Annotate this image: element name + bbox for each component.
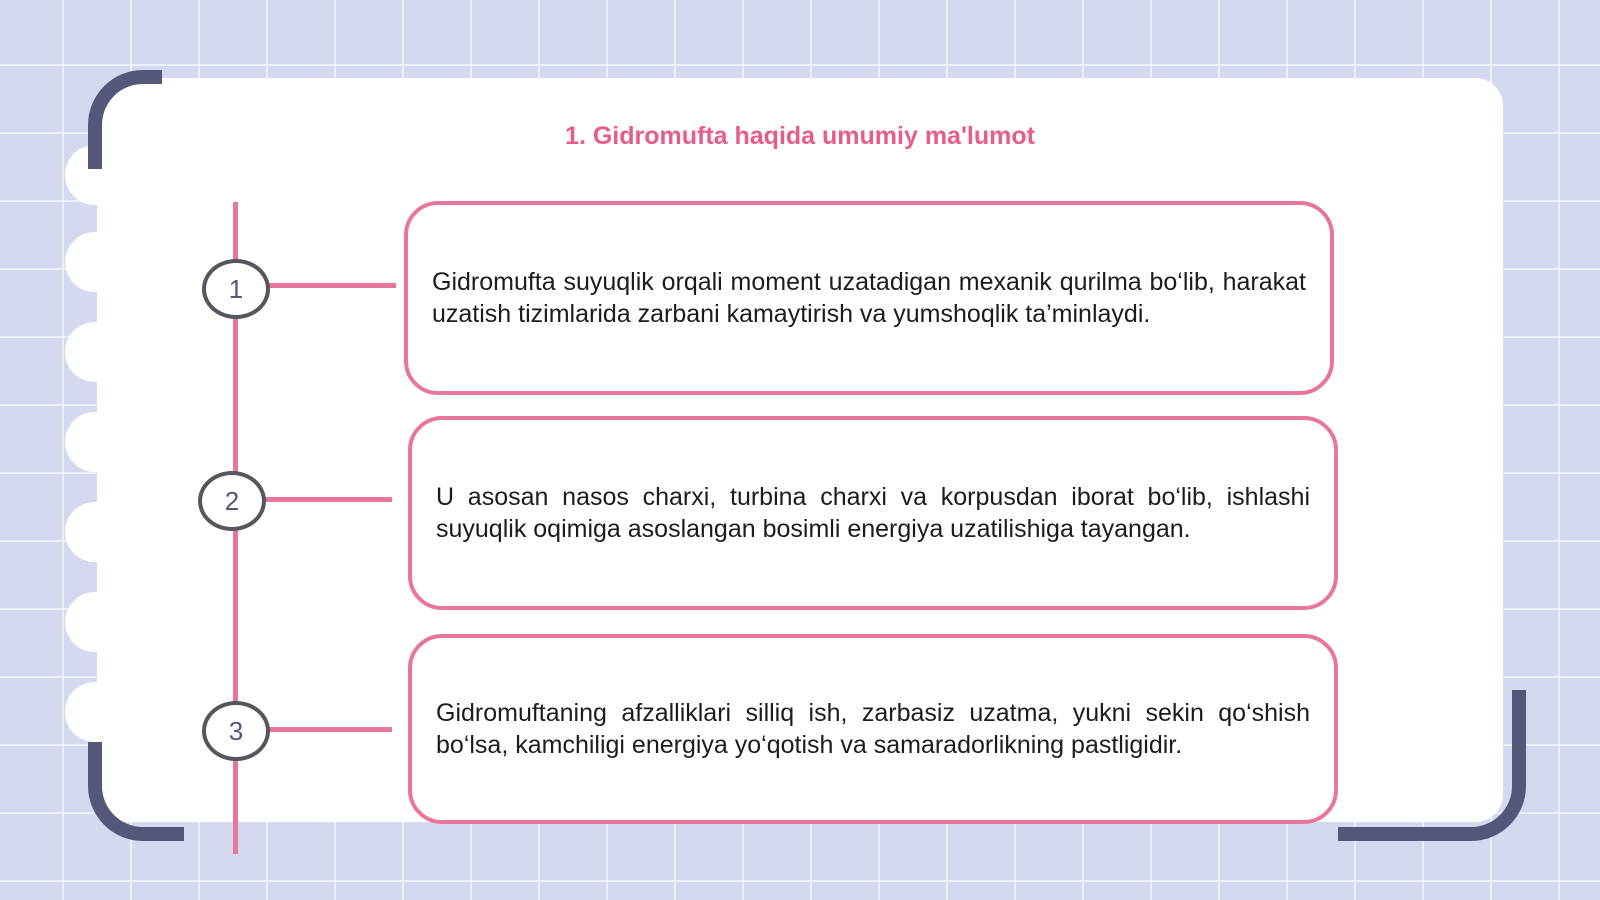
frame-corner-bottom-left: [88, 742, 184, 841]
slide-title: 1. Gidromufta haqida umumiy ma'lumot: [565, 122, 1035, 150]
timeline-connector: [268, 727, 392, 732]
paper-scallop: [65, 682, 125, 742]
paper-scallop: [65, 322, 125, 382]
frame-corner-bottom-right: [1338, 690, 1526, 841]
timeline-connector: [264, 497, 392, 502]
paper-scallop: [65, 412, 125, 472]
frame-corner-top-left: [88, 70, 162, 169]
step-box: [404, 201, 1334, 395]
step-text: Gidromufta suyuqlik orqali moment uzatadigan mexanik qurilma bo‘lib, harakat uzatish tizimlarida zarbani kamaytirish va yumshoqlik ta’minlaydi.: [432, 268, 1306, 328]
step-number-badge: 1: [202, 259, 270, 319]
paper-scallop: [65, 232, 125, 292]
step-number-badge: 3: [202, 701, 270, 761]
step-text: U asosan nasos charxi, turbina charxi va korpusdan iborat bo‘lib, ishlashi suyuqlik oqimiga asoslangan bosimli energiya uzatilishiga tayangan.: [436, 483, 1310, 543]
step-number-badge: 2: [198, 471, 266, 531]
paper-scallop: [65, 502, 125, 562]
paper-scallop: [65, 592, 125, 652]
step-box: [408, 634, 1338, 824]
step-text: Gidromuftaning afzalliklari silliq ish, zarbasiz uzatma, yukni sekin qo‘shish bo‘lsa, kamchiligi energiya yo‘qotish va samaradorlikning pastligidir.: [436, 699, 1310, 759]
step-box: [408, 416, 1338, 610]
timeline-connector: [268, 283, 396, 288]
